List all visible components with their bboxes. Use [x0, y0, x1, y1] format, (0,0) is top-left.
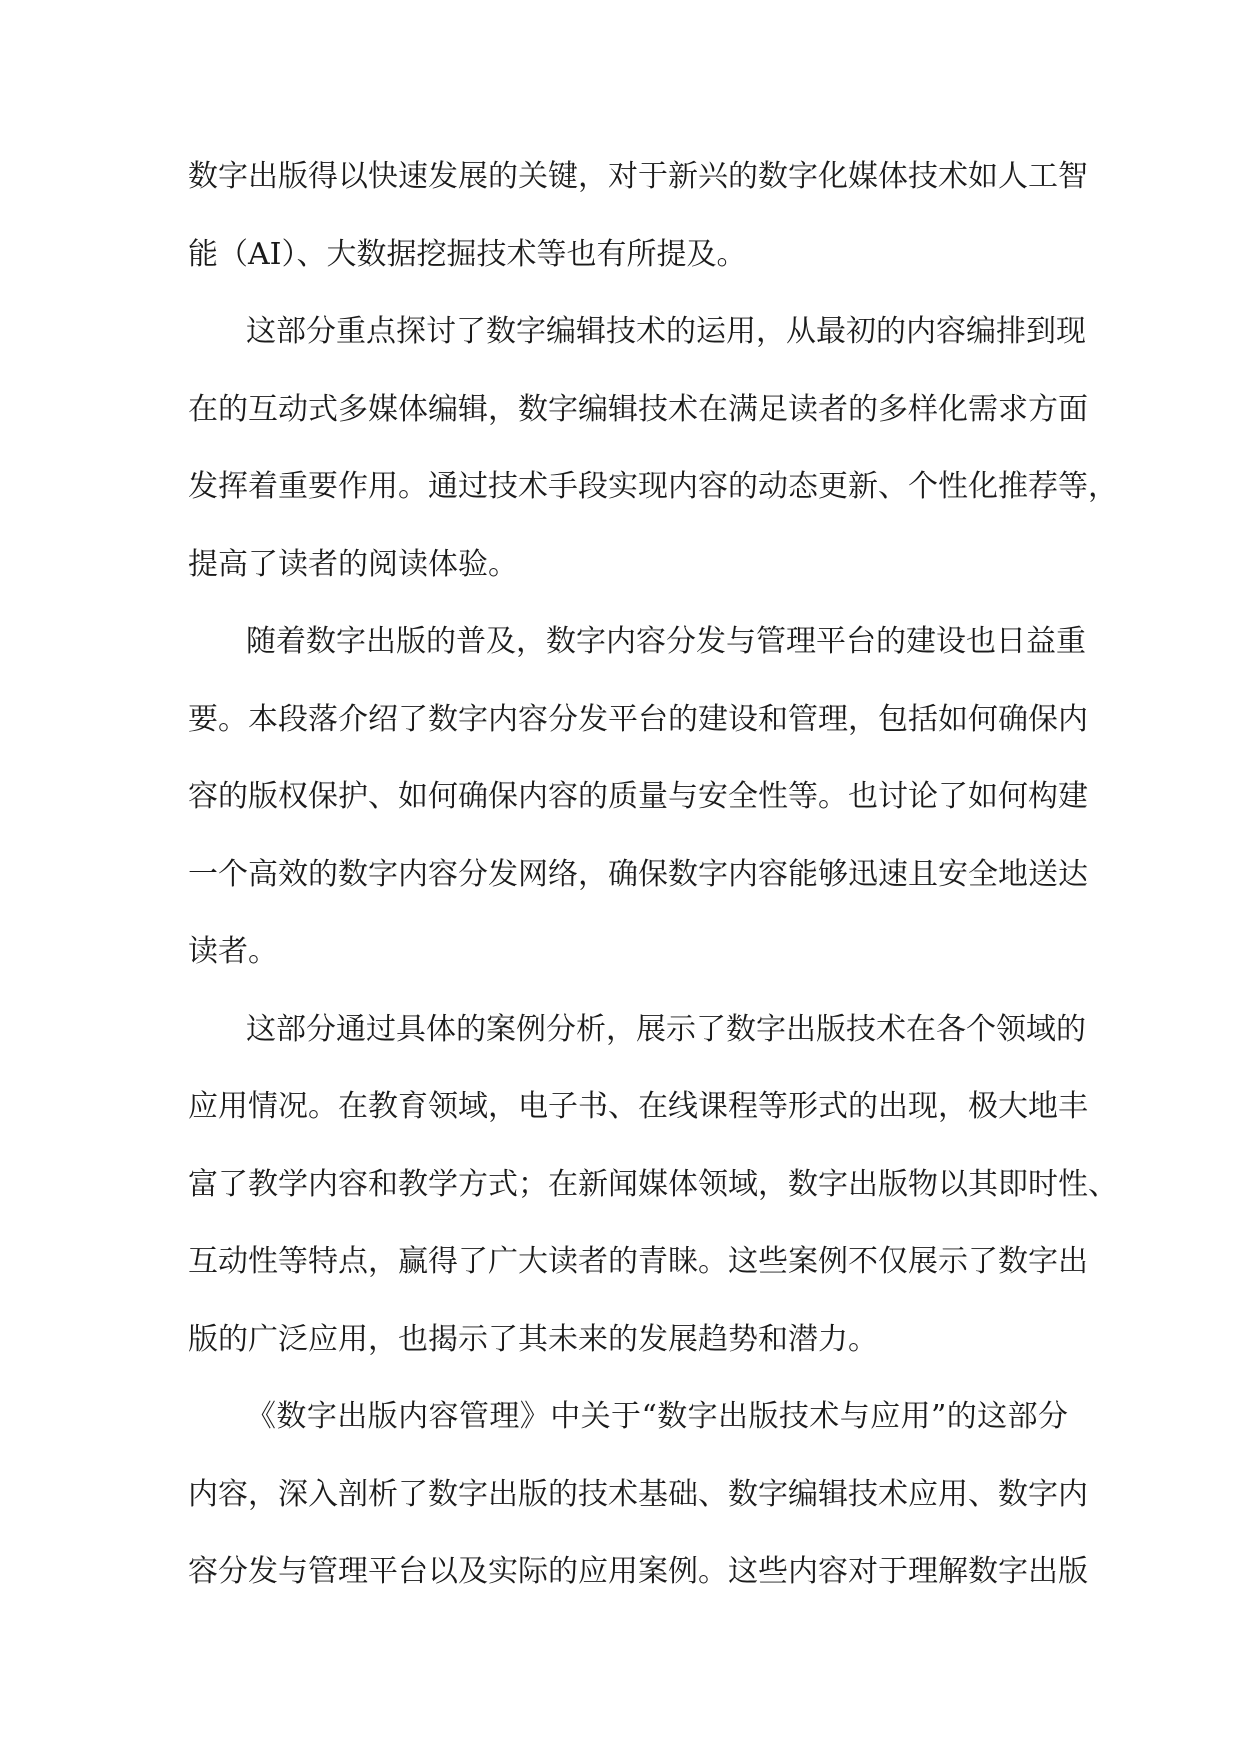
paragraph-3 [188, 603, 1088, 991]
body-text [188, 138, 1118, 1611]
paragraph-1 [188, 138, 1088, 293]
text-line: 这部分通过具体的案例分析，展示了数字出版技术在各个领域的 [246, 1011, 1086, 1047]
text-line: 发挥着重要作用。通过技术手段实现内容的动态更新、个性化推荐等， [188, 469, 1118, 504]
paragraph-4 [188, 991, 1118, 1379]
text-line: 一个高效的数字内容分发网络，确保数字内容能够迅速且安全地送达 [188, 856, 1088, 892]
text-line: 提高了读者的阅读体验。 [188, 546, 518, 582]
text-line: 这部分重点探讨了数字编辑技术的运用，从最初的内容编排到现 [246, 314, 1086, 349]
text-line: 内容，深入剖析了数字出版的技术基础、数字编辑技术应用、数字内 [188, 1476, 1088, 1512]
text-line: 互动性等特点，赢得了广大读者的青睐。这些案例不仅展示了数字出 [188, 1244, 1088, 1279]
text-line: 要。本段落介绍了数字内容分发平台的建设和管理，包括如何确保内 [188, 701, 1088, 737]
text-line: 容分发与管理平台以及实际的应用案例。这些内容对于理解数字出版 [188, 1554, 1088, 1589]
paragraph-5 [188, 1378, 1088, 1611]
paragraph-2 [188, 293, 1118, 603]
text-line: 应用情况。在教育领域，电子书、在线课程等形式的出现，极大地丰 [188, 1089, 1088, 1124]
text-line: 随着数字出版的普及，数字内容分发与管理平台的建设也日益重 [246, 624, 1086, 659]
text-line: 版的广泛应用，也揭示了其未来的发展趋势和潜力。 [188, 1321, 878, 1357]
text-line: 读者。 [188, 934, 278, 969]
text-line: 富了教学内容和教学方式；在新闻媒体领域，数字出版物以其即时性、 [188, 1166, 1118, 1202]
text-line: 能（AI）、大数据挖掘技术等也有所提及。 [188, 236, 747, 272]
text-line: 在的互动式多媒体编辑，数字编辑技术在满足读者的多样化需求方面 [188, 391, 1088, 427]
text-line: 《数字出版内容管理》中关于“数字出版技术与应用”的这部分 [246, 1399, 1068, 1434]
text-line: 数字出版得以快速发展的关键，对于新兴的数字化媒体技术如人工智 [188, 159, 1088, 194]
text-line: 容的版权保护、如何确保内容的质量与安全性等。也讨论了如何构建 [188, 779, 1088, 814]
